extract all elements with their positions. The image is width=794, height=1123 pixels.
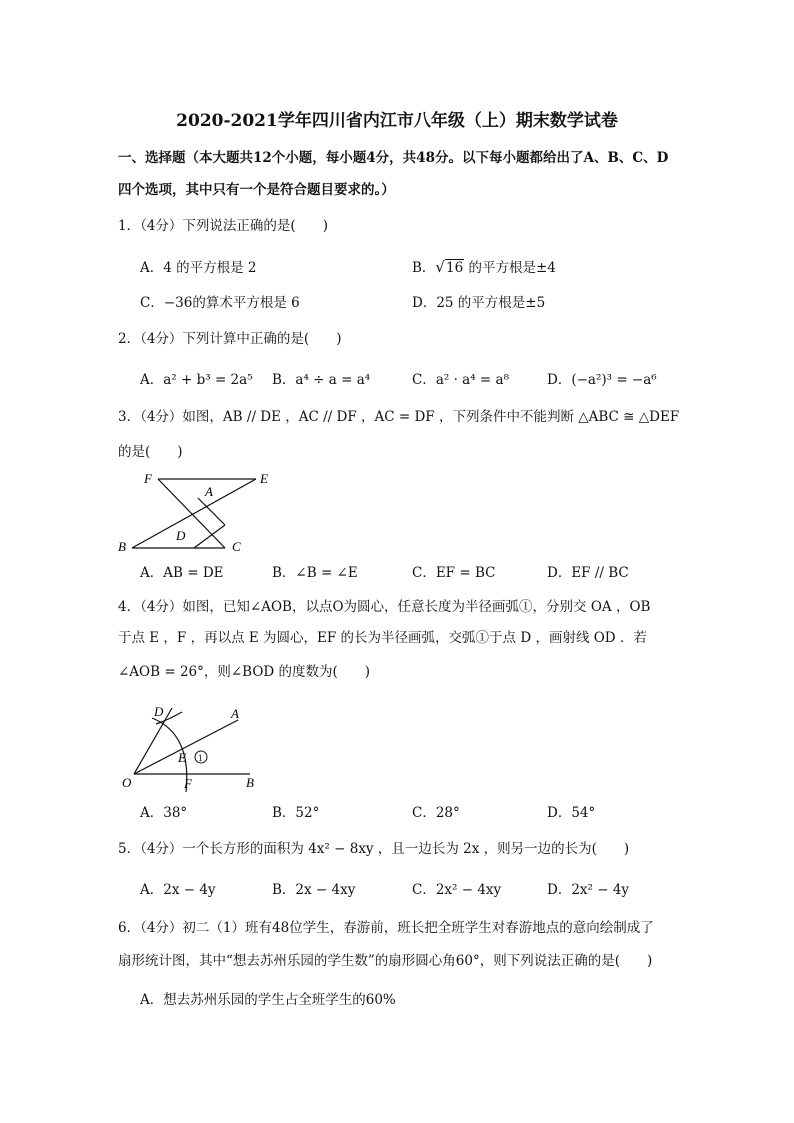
section-header-line2: 四个选项，其中只有一个是符合题目要求的。） <box>118 182 395 198</box>
q3-segment-be <box>132 479 256 548</box>
q2-stem: 2．（4分）下列计算中正确的是( ) <box>118 331 342 347</box>
q3-label-e: E <box>260 471 268 486</box>
q3-label-f: F <box>144 471 152 486</box>
q4-label-b: B <box>246 775 254 790</box>
q4-label-o: O <box>122 775 132 790</box>
q4-stem-line2: 于点 E ，F ，再以点 E 为圆心，EF 的长为半径画弧，交弧①于点 D ，画射线 OD ．若 <box>118 630 647 646</box>
q1-option-b-suffix: 的平方根是±4 <box>464 260 556 276</box>
q1-option-b-radicand: 16 <box>445 260 464 276</box>
q3-label-d: D <box>176 528 186 543</box>
q2-option-d: D．(−a²)³ = −a⁶ <box>547 372 657 388</box>
sqrt-symbol: √ <box>435 258 445 276</box>
q2-option-a: A．a² + b³ = 2a⁵ <box>140 372 253 388</box>
q4-option-a: A．38° <box>140 805 188 821</box>
q5-option-b: B．2x − 4xy <box>272 882 356 898</box>
q4-label-circ: 1 <box>198 753 203 763</box>
q5-option-a: A．2x − 4y <box>140 882 216 898</box>
q3-figure <box>112 468 282 554</box>
q1-option-b-prefix: B． <box>412 260 436 276</box>
q2-option-b: B．a⁴ ÷ a = a⁴ <box>272 372 371 388</box>
q4-stem-line1: 4．（4分）如图，已知∠AOB，以点O为圆心，任意长度为半径画弧①，分别交 OA ，OB <box>118 599 651 615</box>
q5-option-c: C．2x² − 4xy <box>412 882 502 898</box>
q3-label-b: B <box>118 539 126 554</box>
q3-segment-dc <box>194 525 225 548</box>
q4-label-e: E <box>178 750 186 765</box>
q3-segment-ac <box>198 498 225 525</box>
q4-option-b: B．52° <box>272 805 320 821</box>
q4-figure <box>112 698 272 794</box>
q6-option-a: A．想去苏州乐园的学生占全班学生的60% <box>140 992 396 1008</box>
page-title: 2020-2021学年四川省内江市八年级（上）期末数学试卷 <box>176 111 618 131</box>
q1-option-c: C．−36的算术平方根是 6 <box>140 295 300 311</box>
q3-option-d: D．EF // BC <box>547 565 629 581</box>
q1-stem: 1．（4分）下列说法正确的是( ) <box>118 218 328 234</box>
q4-option-c: C．28° <box>412 805 460 821</box>
q4-option-d: D．54° <box>547 805 596 821</box>
q4-label-d: D <box>154 704 164 719</box>
q3-segment-fc <box>158 479 225 548</box>
q4-label-f: F <box>184 776 192 791</box>
q3-option-b: B．∠B = ∠E <box>272 565 358 581</box>
q3-stem-line1: 3．（4分）如图，AB // DE ，AC // DF ，AC = DF ，下列条件中不能判断 △ABC ≅ △DEF <box>118 409 680 425</box>
q4-stem-line3: ∠AOB = 26°，则∠BOD 的度数为( ) <box>118 664 371 680</box>
q1-option-b <box>412 256 556 276</box>
q6-stem-line1: 6．（4分）初二（1）班有48位学生，春游前，班长把全班学生对春游地点的意向绘制成了 <box>118 920 654 936</box>
q4-label-a: A <box>231 706 239 721</box>
q3-label-c: C <box>232 539 241 554</box>
q5-option-d: D．2x² − 4y <box>547 882 630 898</box>
q1-option-a: A．4 的平方根是 2 <box>140 260 257 276</box>
q3-option-a: A．AB = DE <box>140 565 224 581</box>
q1-option-d: D．25 的平方根是±5 <box>412 295 546 311</box>
section-header-line1: 一、选择题（本大题共12个小题，每小题4分，共48分。以下每小题都给出了A、B、C、D <box>118 150 669 166</box>
q2-option-c: C．a² · a⁴ = a⁸ <box>412 372 509 388</box>
q5-stem: 5．（4分）一个长方形的面积为 4x² − 8xy ，且一边长为 2x ，则另一边的长为( ) <box>118 841 630 857</box>
q3-label-a: A <box>205 484 213 499</box>
q3-option-c: C．EF = BC <box>412 565 496 581</box>
q3-stem-line2: 的是( ) <box>118 444 183 460</box>
q6-stem-line2: 扇形统计图，其中“想去苏州乐园的学生数”的扇形圆心角60°，则下列说法正确的是( ) <box>118 953 653 969</box>
